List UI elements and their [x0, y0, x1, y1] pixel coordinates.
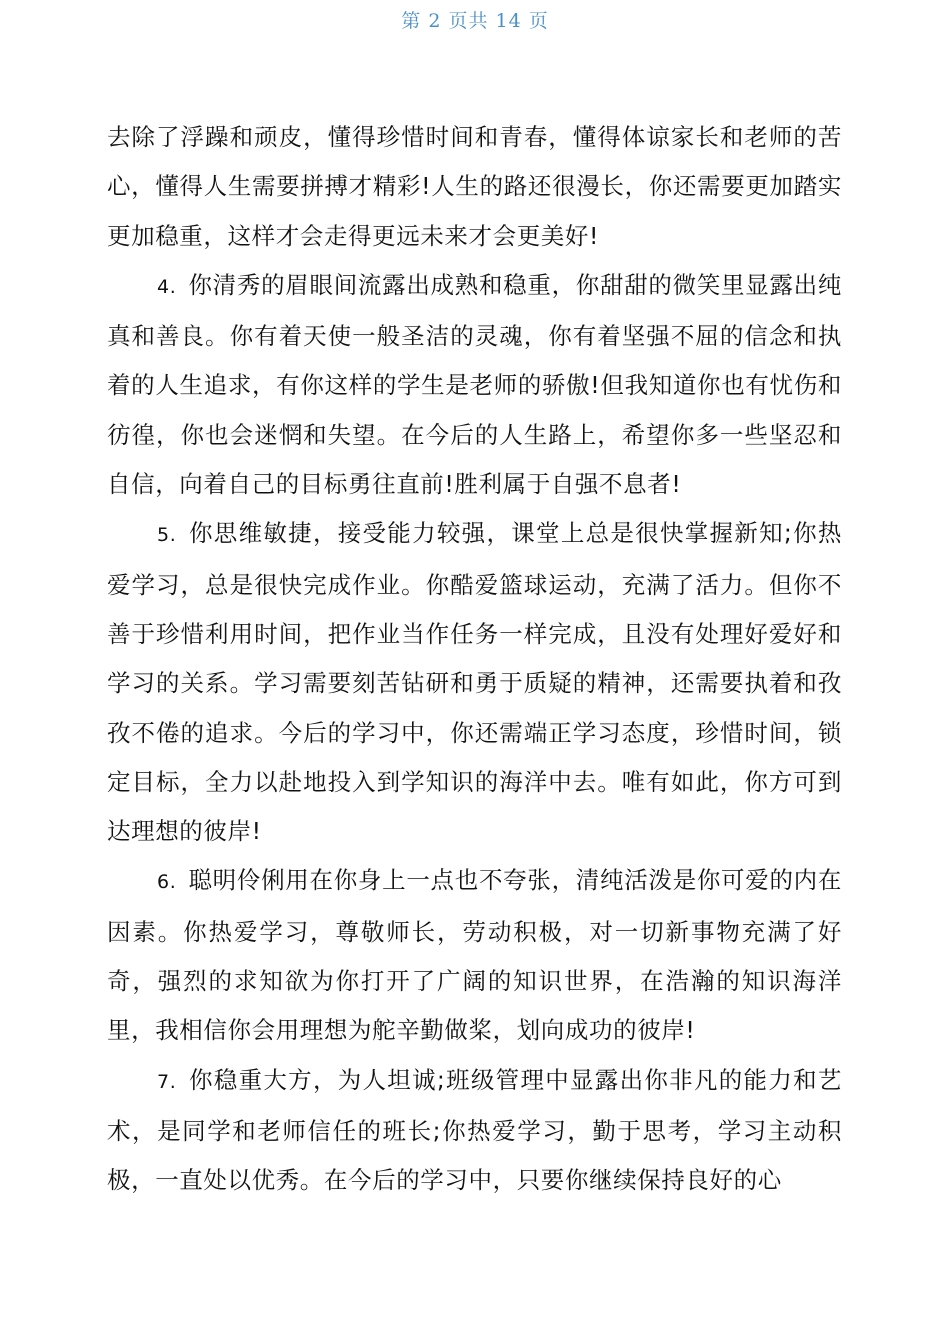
paragraph-text: 你稳重大方，为人坦诚;班级管理中显露出你非凡的能力和艺术，是同学和老师信任的班长;你热爱学习，勤于思考，学习主动积极，一直处以优秀。在今后的学习中，只要你继续保持良好的心 [107, 1065, 842, 1195]
paragraph-number: 6. [157, 871, 177, 894]
paragraph-number: 4. [157, 275, 177, 298]
paragraph-item-5 [107, 509, 842, 856]
paragraph-text: 你清秀的眉眼间流露出成熟和稳重，你甜甜的微笑里显露出纯真和善良。你有着天使一般圣洁的灵魂，你有着坚强不屈的信念和执着的人生追求，有你这样的学生是老师的骄傲!但我知道你也有忧伤和彷徨，你也会迷惘和失望。在今后的人生路上，希望你多一些坚忍和自信，向着自己的目标勇往直前!胜利属于自强不息者! [107, 270, 842, 499]
paragraph-text: 去除了浮躁和顽皮，懂得珍惜时间和青春，懂得体谅家长和老师的苦心，懂得人生需要拼搏才精彩!人生的路还很漫长，你还需要更加踏实更加稳重，这样才会走得更远未来才会更美好! [107, 123, 842, 250]
paragraph-number: 5. [157, 524, 177, 547]
document-body [107, 113, 842, 1206]
paragraph-text: 你思维敏捷，接受能力较强，课堂上总是很快掌握新知;你热爱学习，总是很快完成作业。你酷爱篮球运动，充满了活力。但你不善于珍惜利用时间，把作业当作任务一样完成，且没有处理好爱好和学习的关系。学习需要刻苦钻研和勇于质疑的精神，还需要执着和孜孜不倦的追求。今后的学习中，你还需端正学习态度，珍惜时间，锁定目标，全力以赴地投入到学知识的海洋中去。唯有如此，你方可到达理想的彼岸! [107, 519, 842, 846]
page-indicator: 第 2 页共 14 页 [401, 10, 549, 32]
paragraph-text: 聪明伶俐用在你身上一点也不夸张，清纯活泼是你可爱的内在因素。你热爱学习，尊敬师长，劳动积极，对一切新事物充满了好奇，强烈的求知欲为你打开了广阔的知识世界，在浩瀚的知识海洋里，我相信你会用理想为舵辛勤做桨，划向成功的彼岸! [107, 866, 842, 1045]
paragraph-item-6 [107, 856, 842, 1055]
paragraph-item-4 [107, 261, 842, 509]
paragraph-number: 7. [157, 1070, 177, 1093]
paragraph-continued [107, 113, 842, 261]
paragraph-item-7 [107, 1056, 842, 1206]
